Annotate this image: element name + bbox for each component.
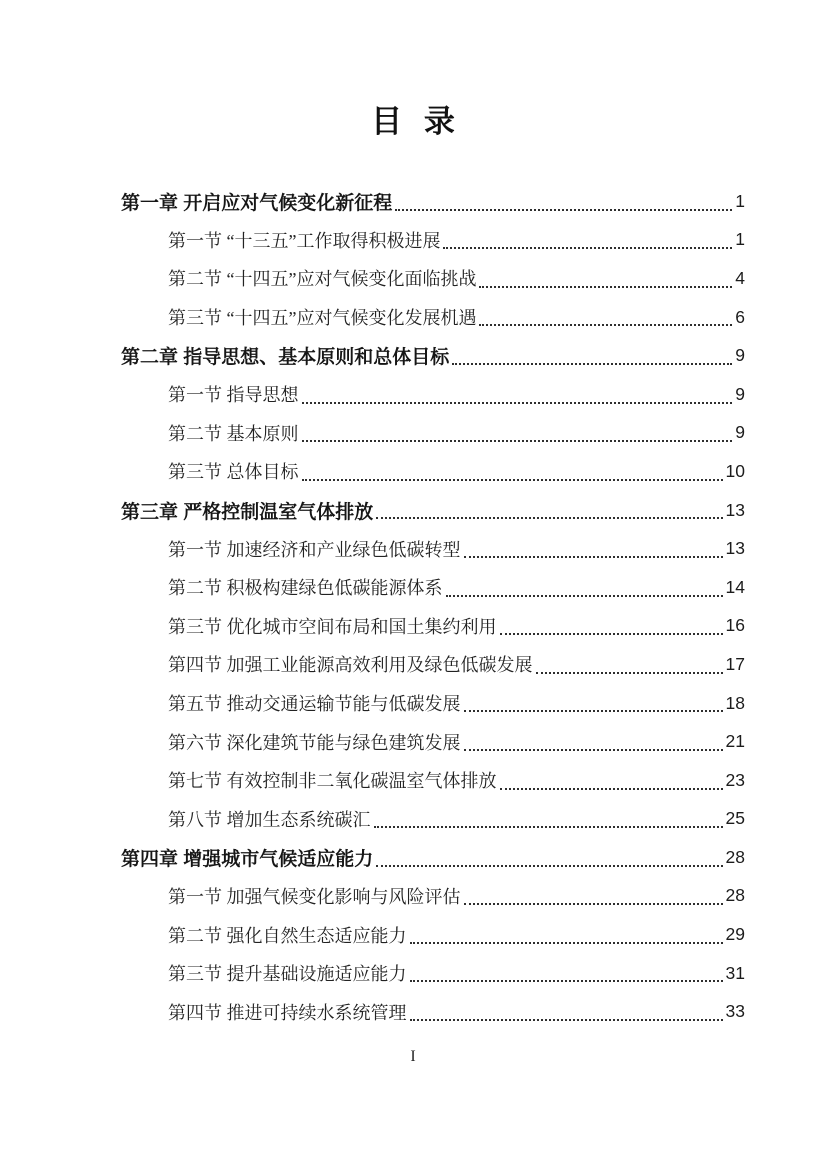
toc-entry-section[interactable] (121, 684, 745, 723)
toc-entry-page: 14 (725, 576, 745, 597)
toc-entry-page: 13 (725, 538, 745, 559)
dot-leader (376, 865, 722, 867)
dot-leader (464, 556, 723, 558)
dot-leader (536, 672, 723, 674)
toc-entry-page: 6 (735, 306, 745, 327)
toc-entry-page: 9 (735, 422, 745, 443)
dot-leader (302, 402, 733, 404)
toc-entry-section[interactable] (121, 800, 745, 839)
dot-leader (464, 710, 723, 712)
dot-leader (395, 209, 732, 211)
toc-entry-label: 第一节 指导思想 (168, 385, 299, 406)
dot-leader (500, 633, 723, 635)
dot-leader (410, 980, 723, 982)
toc-entry-page: 29 (725, 924, 745, 945)
toc-entry-section[interactable] (121, 452, 745, 491)
toc-entry-label: 第二节 强化自然生态适应能力 (168, 925, 407, 946)
toc-entry-section[interactable] (121, 877, 745, 916)
dot-leader (443, 247, 732, 249)
toc-entry-label: 第一节 “十三五”工作取得积极进展 (168, 230, 441, 251)
dot-leader (302, 440, 733, 442)
toc-list (121, 182, 745, 1031)
toc-entry-section[interactable] (121, 375, 745, 414)
dot-leader (479, 324, 732, 326)
toc-entry-label: 第六节 深化建筑节能与绿色建筑发展 (168, 732, 461, 753)
toc-entry-page: 17 (725, 653, 745, 674)
toc-entry-page: 13 (725, 499, 745, 520)
dot-leader (376, 517, 722, 519)
toc-entry-chapter[interactable] (121, 336, 745, 375)
toc-entry-label: 第一节 加速经济和产业绿色低碳转型 (168, 539, 461, 560)
toc-entry-section[interactable] (121, 221, 745, 260)
dot-leader (500, 788, 723, 790)
toc-entry-page: 4 (735, 267, 745, 288)
toc-entry-page: 33 (725, 1001, 745, 1022)
toc-entry-page: 28 (725, 885, 745, 906)
toc-entry-label: 第二章 指导思想、基本原则和总体目标 (121, 347, 450, 369)
toc-entry-page: 25 (725, 808, 745, 829)
dot-leader (374, 826, 723, 828)
dot-leader (479, 286, 732, 288)
toc-entry-page: 23 (725, 769, 745, 790)
toc-entry-label: 第三节 “十四五”应对气候变化发展机遇 (168, 308, 477, 329)
toc-entry-label: 第一章 开启应对气候变化新征程 (121, 192, 393, 214)
toc-entry-section[interactable] (121, 722, 745, 761)
toc-entry-label: 第二节 积极构建绿色低碳能源体系 (168, 578, 443, 599)
toc-entry-label: 第四节 推进可持续水系统管理 (168, 1002, 407, 1023)
toc-entry-label: 第二节 “十四五”应对气候变化面临挑战 (168, 269, 477, 290)
dot-leader (464, 903, 723, 905)
toc-entry-label: 第三节 提升基础设施适应能力 (168, 964, 407, 985)
dot-leader (464, 749, 723, 751)
toc-entry-section[interactable] (121, 992, 745, 1031)
toc-entry-label: 第三节 总体目标 (168, 462, 299, 483)
toc-entry-label: 第四节 加强工业能源高效利用及绿色低碳发展 (168, 655, 533, 676)
toc-entry-chapter[interactable] (121, 491, 745, 530)
toc-entry-label: 第五节 推动交通运输节能与低碳发展 (168, 694, 461, 715)
toc-entry-chapter[interactable] (121, 182, 745, 221)
toc-entry-chapter[interactable] (121, 838, 745, 877)
toc-entry-page: 28 (725, 846, 745, 867)
dot-leader (452, 363, 732, 365)
toc-entry-label: 第二节 基本原则 (168, 423, 299, 444)
toc-entry-label: 第三节 优化城市空间布局和国土集约利用 (168, 616, 497, 637)
dot-leader (302, 479, 723, 481)
toc-entry-page: 9 (735, 383, 745, 404)
footer-page-number: I (410, 1048, 416, 1065)
toc-entry-section[interactable] (121, 915, 745, 954)
dot-leader (446, 595, 723, 597)
toc-entry-label: 第七节 有效控制非二氧化碳温室气体排放 (168, 771, 497, 792)
toc-entry-label: 第八节 增加生态系统碳汇 (168, 809, 371, 830)
toc-entry-page: 18 (725, 692, 745, 713)
dot-leader (410, 1019, 723, 1021)
toc-entry-label: 第三章 严格控制温室气体排放 (121, 501, 374, 523)
toc-entry-section[interactable] (121, 954, 745, 993)
toc-entry-section[interactable] (121, 259, 745, 298)
toc-entry-page: 10 (725, 460, 745, 481)
toc-entry-page: 16 (725, 615, 745, 636)
toc-entry-section[interactable] (121, 761, 745, 800)
toc-entry-section[interactable] (121, 529, 745, 568)
page-title: 目 录 (371, 104, 455, 139)
dot-leader (410, 942, 723, 944)
toc-entry-page: 31 (725, 962, 745, 983)
toc-entry-page: 1 (735, 190, 745, 211)
toc-entry-section[interactable] (121, 414, 745, 453)
toc-entry-section[interactable] (121, 568, 745, 607)
toc-entry-section[interactable] (121, 607, 745, 646)
toc-entry-label: 第一节 加强气候变化影响与风险评估 (168, 886, 461, 907)
toc-entry-section[interactable] (121, 298, 745, 337)
toc-entry-page: 9 (735, 345, 745, 366)
toc-entry-page: 1 (735, 229, 745, 250)
toc-entry-section[interactable] (121, 645, 745, 684)
toc-entry-page: 21 (725, 731, 745, 752)
toc-entry-label: 第四章 增强城市气候适应能力 (121, 848, 374, 870)
